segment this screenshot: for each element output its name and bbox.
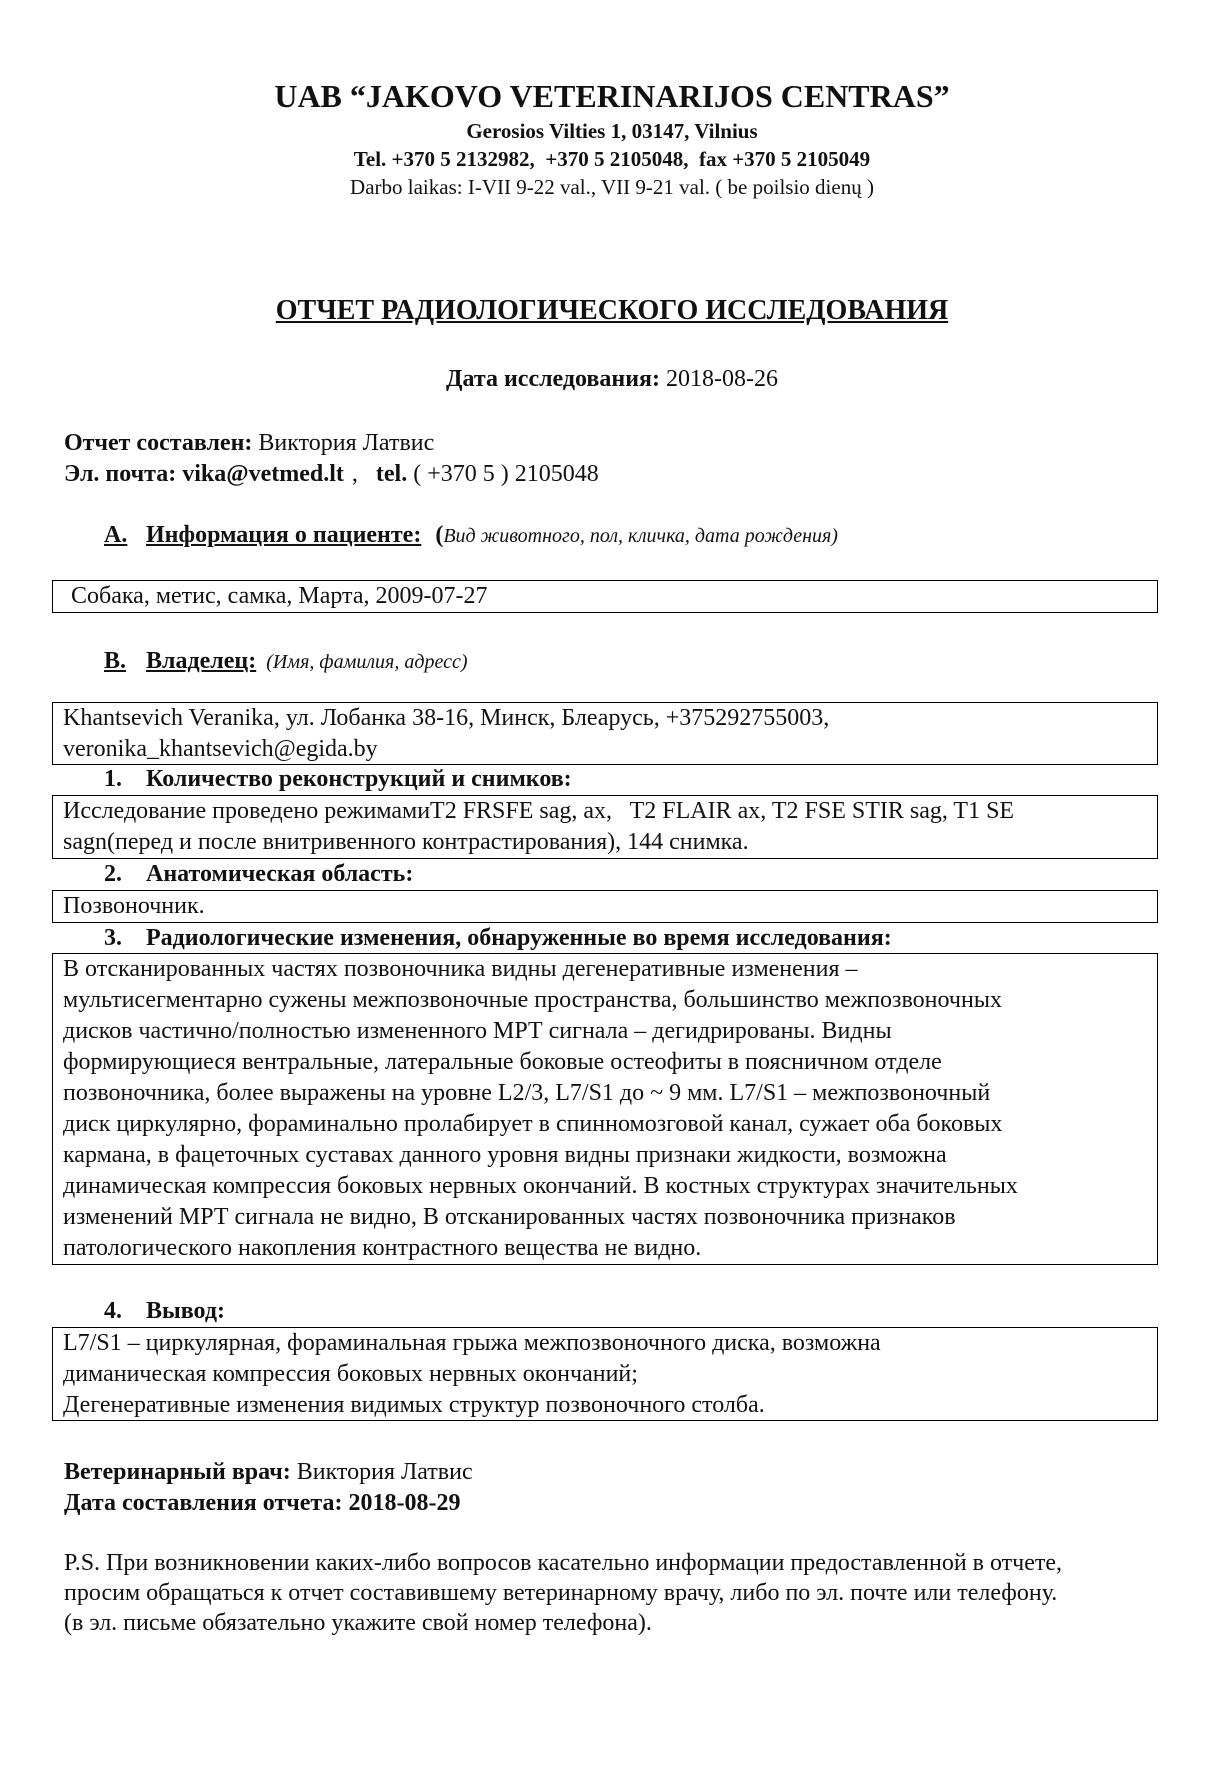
section-b-hint: (Имя, фамилия, адресс) bbox=[266, 651, 468, 673]
email-label: Эл. почта: vika@vetmed.lt bbox=[64, 461, 344, 487]
report-title bbox=[0, 294, 1224, 328]
vet-signature bbox=[64, 1457, 473, 1487]
findings-line: мультисегментарно сужены межпозвоночные пространства, большинство межпозвоночных bbox=[63, 987, 1002, 1013]
section-b-heading bbox=[104, 646, 468, 677]
section-b-letter: B. bbox=[104, 648, 127, 674]
findings-box bbox=[52, 953, 1158, 1265]
findings-line: кармана, в фацеточных суставах данного уровня видны признаки жидкости, возможна bbox=[63, 1142, 947, 1168]
section-1-heading bbox=[104, 764, 572, 794]
section-a-hint-paren: ( bbox=[435, 522, 444, 548]
tel-value: ( +370 5 ) 2105048 bbox=[413, 461, 599, 487]
findings-line: дисков частично/полностью измененного МРТ сигнала – дегидрированы. Видны bbox=[63, 1018, 892, 1044]
clinic-phones: Tel. +370 5 2132982, +370 5 2105048, fax +370 5 2105049 bbox=[353, 147, 871, 171]
ps-line: просим обращаться к отчет составившему ветеринарному врачу, либо по эл. почте или телефону. bbox=[64, 1580, 1058, 1606]
findings-line: диск циркулярно, фораминально пролабирует в спинномозговой канал, сужает оба боковых bbox=[63, 1111, 1003, 1137]
section-3-title: Радиологические изменения, обнаруженные во время исследования: bbox=[146, 925, 892, 951]
report-title-text: ОТЧЕТ РАДИОЛОГИЧЕСКОГО ИССЛЕДОВАНИЯ bbox=[275, 295, 949, 326]
findings-line: патологического накопления контрастного вещества не видно. bbox=[63, 1235, 702, 1261]
conclusion-line: L7/S1 – циркулярная, фораминальная грыжа межпозвоночного диска, возможна bbox=[63, 1330, 881, 1356]
ps-line: (в эл. письме обязательно укажите свой номер телефона). bbox=[64, 1610, 652, 1636]
section-a-hint: Вид животного, пол, кличка, дата рождения) bbox=[443, 525, 838, 547]
owner-line-2: veronika_khantsevich@egida.by bbox=[63, 736, 378, 762]
clinic-hours: Darbo laikas: I-VII 9-22 val., VII 9-21 val. ( be poilsio dienų ) bbox=[350, 175, 874, 199]
author-label: Отчет составлен: bbox=[64, 430, 253, 456]
vet-label: Ветеринарный врач: bbox=[64, 1459, 291, 1485]
section-3-number: 3. bbox=[104, 925, 122, 951]
section-a-heading bbox=[104, 520, 838, 551]
section-1-number: 1. bbox=[104, 766, 122, 792]
report-compiled-date: Дата составления отчета: 2018-08-29 bbox=[64, 1490, 461, 1516]
owner-line-1: Khantsevich Veranika, ул. Лобанка 38-16, Минск, Блеарусь, +375292755003, bbox=[63, 705, 830, 731]
conclusion-line: диманическая компрессия боковых нервных окончаний; bbox=[63, 1361, 638, 1387]
conclusion-line: Дегенеративные изменения видимых структур позвоночного столба. bbox=[63, 1392, 765, 1418]
reconstructions-line-1: Исследование проведено режимамиT2 FRSFE sag, ax, T2 FLAIR ax, T2 FSE STIR sag, T1 SE bbox=[63, 798, 1015, 824]
study-date-value: 2018-08-26 bbox=[666, 366, 779, 392]
section-4-heading bbox=[104, 1296, 225, 1326]
section-4-number: 4. bbox=[104, 1298, 122, 1324]
section-a-letter: A. bbox=[104, 522, 128, 548]
ps-note bbox=[64, 1548, 1062, 1638]
section-a-title: Информация о пациенте: bbox=[146, 522, 422, 548]
conclusion-box bbox=[52, 1327, 1158, 1421]
clinic-address: Gerosios Vilties 1, 03147, Vilnius bbox=[466, 119, 758, 143]
patient-info-value: Собака, метис, самка, Марта, 2009-07-27 bbox=[71, 583, 488, 609]
author-value: Виктория Латвис bbox=[258, 430, 435, 456]
reconstructions-line-2: sagn(перед и после внитривенного контрастирования), 144 снимка. bbox=[63, 829, 749, 855]
author-contacts bbox=[64, 459, 599, 489]
section-3-heading bbox=[104, 923, 892, 953]
study-date-label: Дата исследования: bbox=[445, 366, 661, 392]
section-4-title: Вывод: bbox=[146, 1298, 225, 1324]
patient-info-box bbox=[52, 580, 1158, 613]
section-1-title: Количество реконструкций и снимков: bbox=[146, 766, 572, 792]
anatomy-box bbox=[52, 890, 1158, 923]
clinic-name: UAB “JAKOVO VETERINARIJOS CENTRAS” bbox=[274, 78, 950, 114]
study-date bbox=[0, 364, 1224, 394]
section-b-title: Владелец: bbox=[146, 648, 257, 674]
section-2-number: 2. bbox=[104, 861, 122, 887]
ps-line: P.S. При возникновении каких-либо вопросов касательно информации предоставленной в отчете, bbox=[64, 1550, 1063, 1576]
contacts-separator: , bbox=[351, 461, 358, 487]
section-2-title: Анатомическая область: bbox=[146, 861, 414, 887]
owner-info-box bbox=[52, 702, 1158, 765]
findings-line: динамическая компрессия боковых нервных окончаний. В костных структурах значительных bbox=[63, 1173, 1018, 1199]
findings-line: В отсканированных частях позвоночника видны дегенеративные изменения – bbox=[63, 956, 858, 982]
findings-line: позвоночника, более выражены на уровне L2/3, L7/S1 до ~ 9 мм. L7/S1 – межпозвоночный bbox=[63, 1080, 991, 1106]
vet-value: Виктория Латвис bbox=[296, 1459, 473, 1485]
anatomy-value: Позвоночник. bbox=[63, 893, 205, 919]
findings-line: формирующиеся вентральные, латеральные боковые остеофиты в поясничном отделе bbox=[63, 1049, 942, 1075]
tel-label: tel. bbox=[375, 461, 408, 487]
reconstructions-box bbox=[52, 795, 1158, 859]
section-2-heading bbox=[104, 859, 413, 889]
findings-line: изменений МРТ сигнала не видно, В отсканированных частях позвоночника признаков bbox=[63, 1204, 956, 1230]
report-author bbox=[64, 428, 434, 458]
